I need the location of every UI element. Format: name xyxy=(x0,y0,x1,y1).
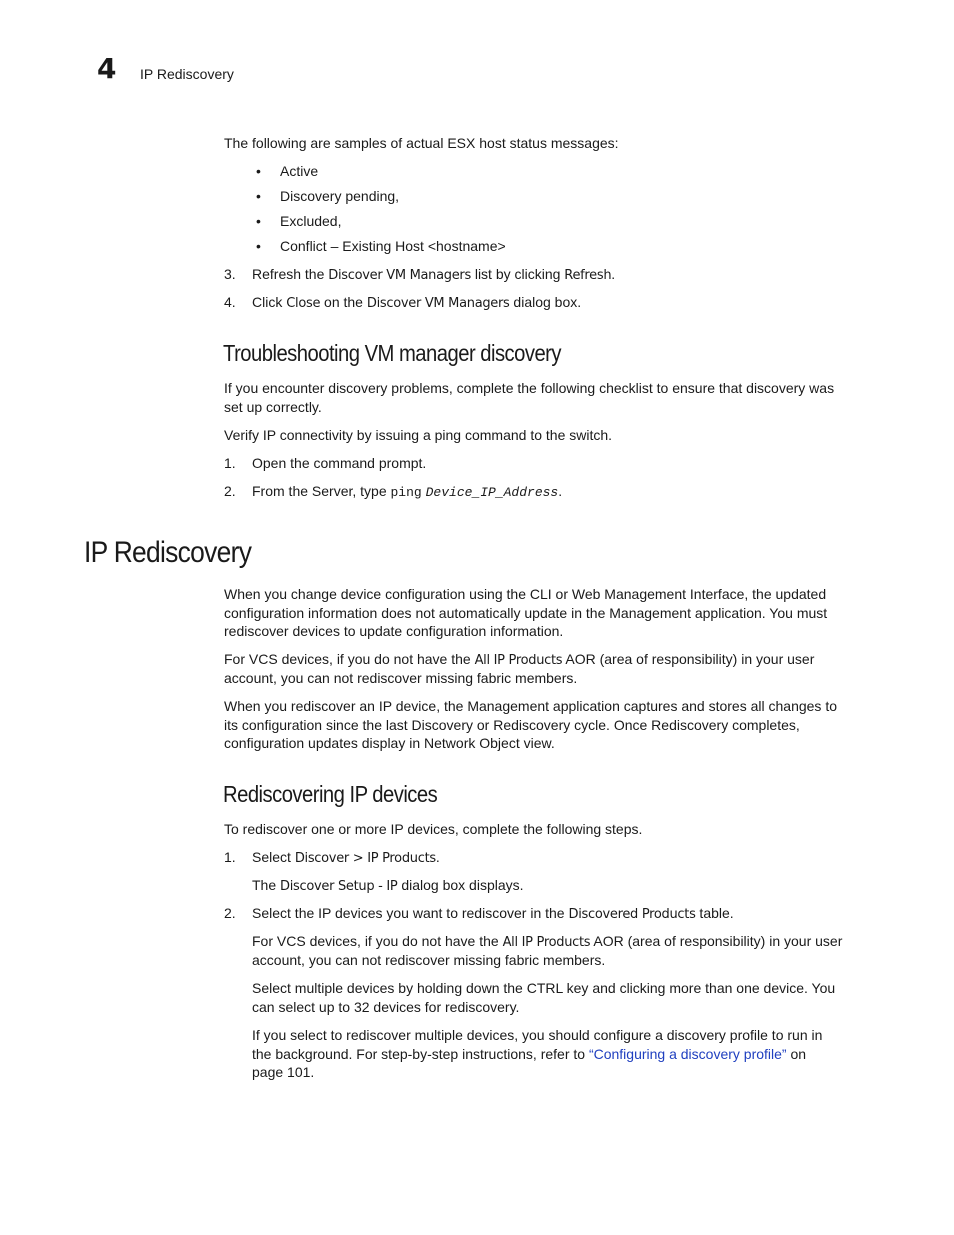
step-2-text xyxy=(252,904,874,924)
step-2-note: Select multiple devices by holding down the CTRL key and clicking more than one device. You xyxy=(252,980,836,996)
step-text: . xyxy=(611,266,616,282)
bullet-item: Active xyxy=(280,163,319,179)
chapter-number: 4 xyxy=(97,52,117,85)
ui-term: All IP Products xyxy=(502,935,591,950)
step-text: From the Server, type xyxy=(252,483,391,499)
step-1-note xyxy=(252,876,874,896)
step-number: 3. xyxy=(224,266,236,282)
body-text: If you encounter discovery problems, complete the following checklist to ensure that discovery was xyxy=(224,380,835,396)
status-intro: The following are samples of actual ESX host status messages: xyxy=(224,135,619,151)
step-number: 1. xyxy=(224,849,236,865)
bullet-marker: • xyxy=(256,213,261,229)
step-2-text xyxy=(252,482,874,502)
ui-term: Close xyxy=(286,296,321,311)
bullet-item: Conflict – Existing Host <hostname> xyxy=(280,238,506,254)
section-heading-rediscovering: Rediscovering IP devices xyxy=(223,781,438,807)
body-text-span: AOR (area of responsibility) in your user xyxy=(562,651,815,667)
body-text: account, you can not rediscover missing fabric members. xyxy=(224,670,578,686)
step-2-note xyxy=(252,1045,874,1064)
step-number: 2. xyxy=(224,905,236,921)
ui-term: Discover VM Managers xyxy=(366,296,510,311)
ui-term: All IP Products xyxy=(474,653,563,668)
step-text: . xyxy=(435,849,440,865)
ui-term: Discovered Products xyxy=(568,907,696,922)
body-text: configuration updates display in Network Object view. xyxy=(224,735,555,751)
step-2-note: If you select to rediscover multiple devices, you should configure a discovery profile to run in xyxy=(252,1027,823,1043)
code-argument: Device_IP_Address xyxy=(425,485,559,500)
bullet-marker: • xyxy=(256,188,261,204)
body-text: rediscover devices to update configuration information. xyxy=(224,623,564,639)
section-heading-troubleshooting: Troubleshooting VM manager discovery xyxy=(223,340,562,366)
ui-term: Refresh xyxy=(564,268,612,283)
step-2-note xyxy=(252,932,874,952)
body-text: set up correctly. xyxy=(224,399,322,415)
ui-term: Discover VM Managers xyxy=(328,268,471,283)
step-text: Refresh the xyxy=(252,266,329,282)
ui-term: Discover Setup - IP xyxy=(280,879,398,894)
code-command: ping xyxy=(390,485,422,500)
step-number: 4. xyxy=(224,294,236,310)
section-heading-ip-rediscovery: IP Rediscovery xyxy=(84,536,252,569)
step-text: Click xyxy=(252,294,287,310)
bullet-marker: • xyxy=(256,163,261,179)
ui-term: Discover > IP Products xyxy=(294,851,436,866)
step-4-text xyxy=(252,293,874,313)
running-title: IP Rediscovery xyxy=(140,66,234,82)
step-text: . xyxy=(558,483,563,499)
cross-reference-link[interactable]: “Configuring a discovery profile” xyxy=(588,1046,787,1062)
step-text: on the xyxy=(320,294,367,310)
step-text: Select xyxy=(252,849,295,865)
step-text: on xyxy=(786,1046,807,1062)
step-2-note: can select up to 32 devices for rediscovery. xyxy=(252,999,520,1015)
bullet-item: Discovery pending, xyxy=(280,188,400,204)
step-text: Select the IP devices you want to rediscover in the xyxy=(252,905,569,921)
body-text: When you rediscover an IP device, the Management application captures and stores all changes to xyxy=(224,698,837,714)
step-text: Open the command prompt. xyxy=(252,455,427,471)
body-text-span: For VCS devices, if you do not have the xyxy=(224,651,475,667)
step-text: The xyxy=(252,877,281,893)
body-text: configuration information does not automatically update in the Management application. You must xyxy=(224,605,828,621)
body-text: its configuration since the last Discovery or Rediscovery cycle. Once Rediscovery completes, xyxy=(224,717,800,733)
step-text: AOR (area of responsibility) in your user xyxy=(590,933,843,949)
step-number: 1. xyxy=(224,455,236,471)
body-text: To rediscover one or more IP devices, complete the following steps. xyxy=(224,821,643,837)
body-text: Verify IP connectivity by issuing a ping command to the switch. xyxy=(224,427,613,443)
bullet-marker: • xyxy=(256,238,261,254)
step-2-note: account, you can not rediscover missing fabric members. xyxy=(252,952,606,968)
bullet-item: Excluded, xyxy=(280,213,342,229)
step-text: dialog box displays. xyxy=(397,877,524,893)
step-text: dialog box. xyxy=(509,294,582,310)
step-text: the background. For step-by-step instructions, refer to xyxy=(252,1046,589,1062)
body-text: When you change device configuration using the CLI or Web Management Interface, the updated xyxy=(224,586,827,602)
step-text: table. xyxy=(695,905,734,921)
step-text: For VCS devices, if you do not have the xyxy=(252,933,503,949)
body-text xyxy=(224,650,874,670)
step-text: list by clicking xyxy=(470,266,565,282)
step-1-text xyxy=(252,848,874,868)
step-2-note: page 101. xyxy=(252,1064,315,1080)
step-number: 2. xyxy=(224,483,236,499)
step-3-text xyxy=(252,265,874,285)
